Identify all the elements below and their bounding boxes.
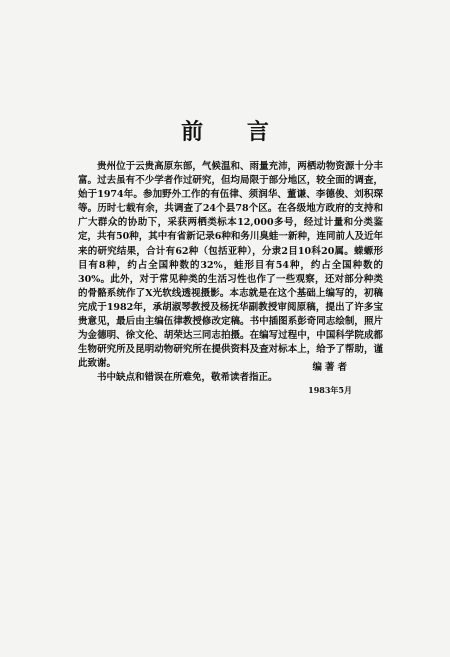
paragraph-main: 贵州位于云贵高原东部，气候温和、雨量充沛，两栖动物资源十分丰富。过去虽有不少学者作过研究，但均局限于部分地区，较全面的调查，始于1974年。参加野外工作的有伍律、须润华、董谦、李德俊、刘积琛等。历时七载有余，共调查了24个县78个区。在各级地方政府的支持和广大群众的协助下，采获两栖类标本12,000多号，经过计量和分类鉴定，共有50种，其中有省新记录6种和务川臭蛙一新种，连同前人及近年来的研究结果，合计有62种（包括亚种），分隶2目10科20属。蝾螈形目有8种，约占全国种数的32%，蛙形目有54种，约占全国种数的30%。此外，对于常见种类的生活习性也作了一些观察，还对部分种类的骨骼系统作了X光软线透视摄影。本志就是在这个基础上编写的，初稿完成于1982年，承胡淑琴教授及杨抚华副教授审阅原稿，提出了许多宝贵意见，最后由主编伍律教授修改定稿。书中插图系彭奇同志绘制，照片为金德明、徐文伦、胡荣达三同志拍摄。在编写过程中，中国科学院成都生物研究所及昆明动物研究所在提供资料及查对标本上，给予了帮助，谨此致谢。 (78, 161, 383, 370)
page-title: 前 言 (181, 119, 287, 145)
author-signature: 编著者 (312, 362, 350, 373)
preface-body (78, 160, 383, 386)
publication-date: 1983年5月 (308, 385, 352, 395)
paragraph-closing: 书中缺点和错误在所难免，敬希读者指正。 (97, 372, 278, 384)
